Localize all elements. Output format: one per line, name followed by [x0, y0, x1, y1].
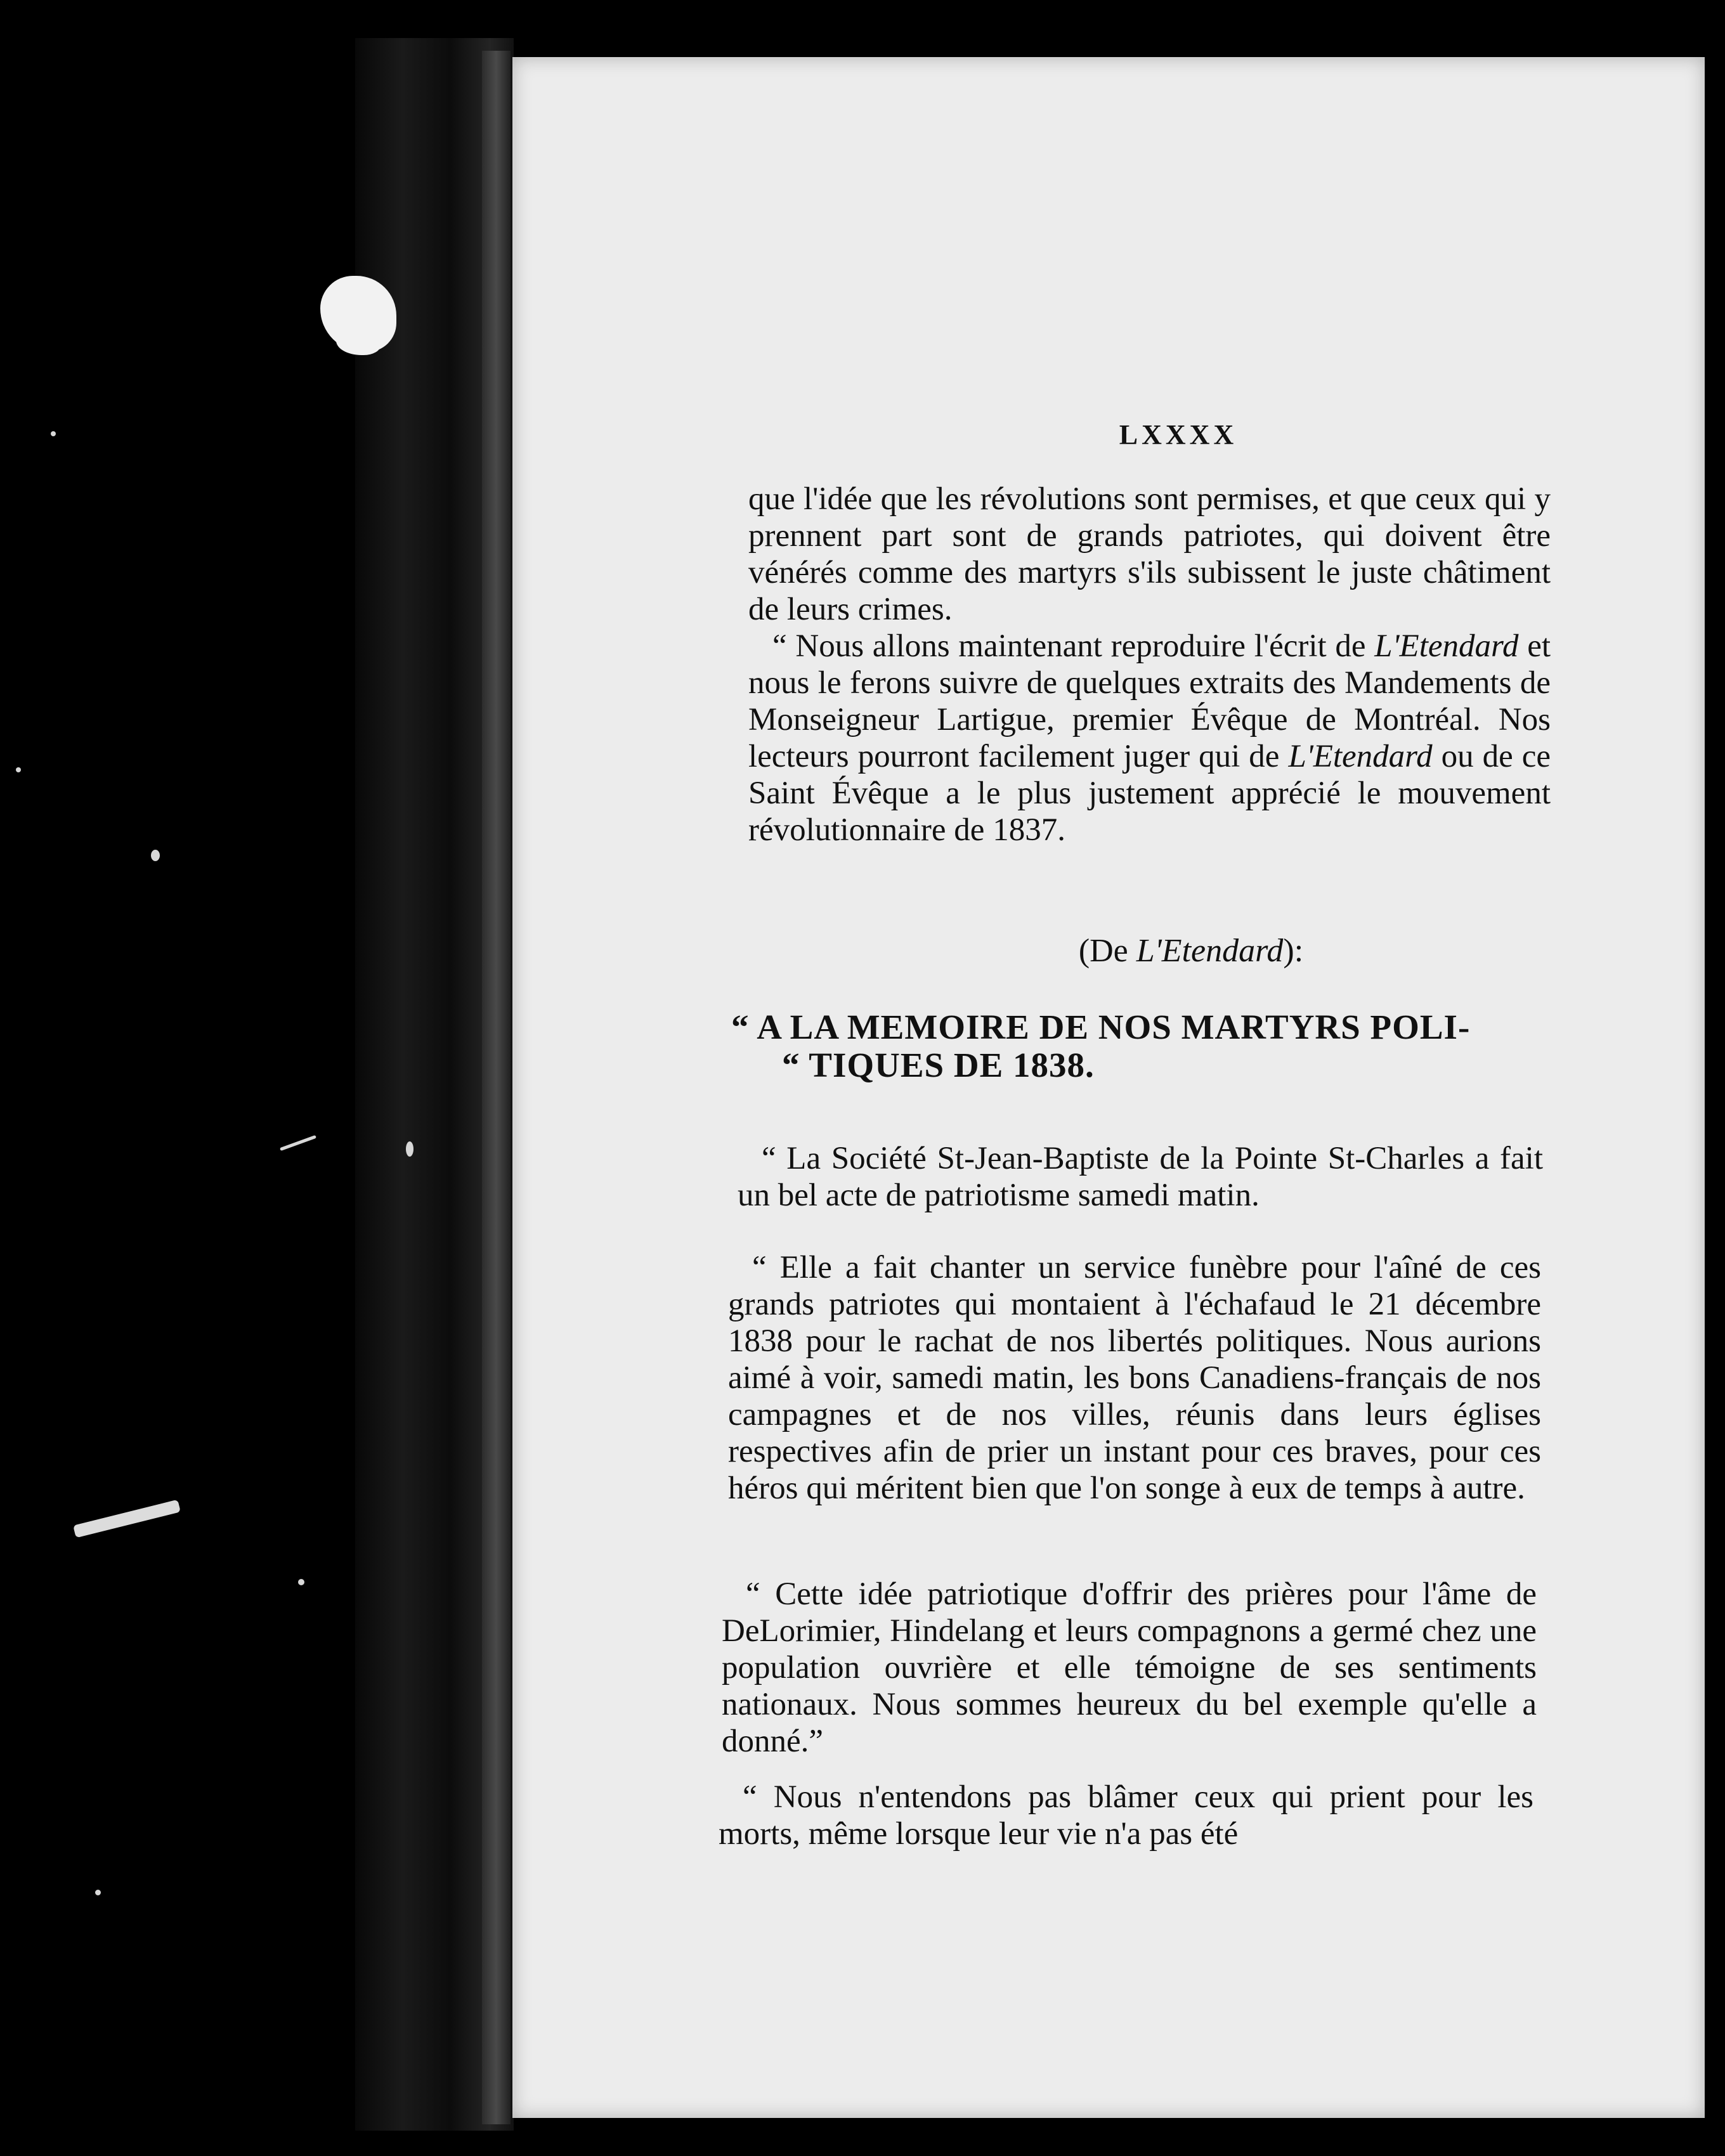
- scan-artifact: [16, 767, 21, 772]
- article-paragraph: [722, 1576, 1537, 1760]
- intro-text: [748, 481, 1551, 848]
- paragraph: “ Cette idée patriotique d'offrir des prières pour l'âme de DeLorimier, Hindelang et leurs compagnons a germé chez une population ouvrière et elle témoigne de ses sentiments nationaux. Nous sommes heureux du bel exemple qu'elle a donné.”: [722, 1576, 1537, 1759]
- paragraph: “ Nous n'entendons pas blâmer ceux qui prient pour les morts, même lorsque leur vie n'a pas été: [719, 1779, 1533, 1852]
- newspaper-title: L'Etendard: [1374, 628, 1519, 664]
- paragraph-text: et nous le ferons suivre de quelques extraits des Mandements de Monseigneur Lartigue, premier Évêque de Montréal. Nos lecteurs pourront facilement juger qui de: [748, 628, 1551, 774]
- source-suffix: ):: [1283, 933, 1304, 969]
- article-paragraph: [738, 1140, 1543, 1214]
- page-number: LXXXX: [1119, 419, 1238, 450]
- source-line: [512, 932, 1705, 970]
- source-prefix: (De: [1078, 933, 1128, 969]
- scan-artifact: [73, 1500, 181, 1538]
- newspaper-title: L'Etendard: [1288, 739, 1433, 774]
- book-page: [512, 57, 1705, 2118]
- newspaper-title: L'Etendard: [1136, 933, 1284, 969]
- headline-line: “ A LA MEMOIRE DE NOS MARTYRS POLI-: [731, 1008, 1471, 1046]
- scan-artifact: [336, 330, 381, 355]
- paragraph: [748, 628, 1551, 848]
- scan-artifact: [151, 850, 160, 861]
- paragraph: “ Elle a fait chanter un service funèbre pour l'aîné de ces grands patriotes qui montaient à l'échafaud le 21 décembre 1838 pour le rachat de nos libertés politiques. Nous aurions aimé à voir, samedi matin, les bons Canadiens-français de nos campagnes et de nos villes, réunis dans leurs églises respectives afin de prier un instant pour ces braves, pour ces héros qui méritent bien que l'on songe à eux de temps à autre.: [728, 1250, 1541, 1506]
- article-headline: [731, 1008, 1556, 1084]
- scan-artifact: [95, 1890, 101, 1895]
- article-paragraph: [719, 1779, 1533, 1852]
- paragraph: “ La Société St-Jean-Baptiste de la Pointe St-Charles a fait un bel acte de patriotisme samedi matin.: [738, 1141, 1543, 1213]
- paragraph-text: ou de ce Saint Évêque a le plus justement apprécié le mouvement révolutionnaire de 1837.: [748, 739, 1551, 848]
- paragraph: que l'idée que les révolutions sont permises, et que ceux qui y prennent part sont de grands patriotes, qui doivent être vénérés comme des martyrs s'ils subissent le juste châtiment de leurs crimes.: [748, 481, 1551, 627]
- headline-line: “ TIQUES DE 1838.: [782, 1046, 1095, 1084]
- scan-artifact: [298, 1579, 304, 1585]
- paragraph-text: “ Nous allons maintenant reproduire l'écrit de: [772, 628, 1366, 664]
- scan-artifact: [406, 1141, 413, 1157]
- page-edge: [482, 51, 511, 2124]
- scan-artifact: [51, 431, 56, 436]
- article-paragraph: [728, 1249, 1541, 1507]
- scan-artifact: [280, 1135, 316, 1151]
